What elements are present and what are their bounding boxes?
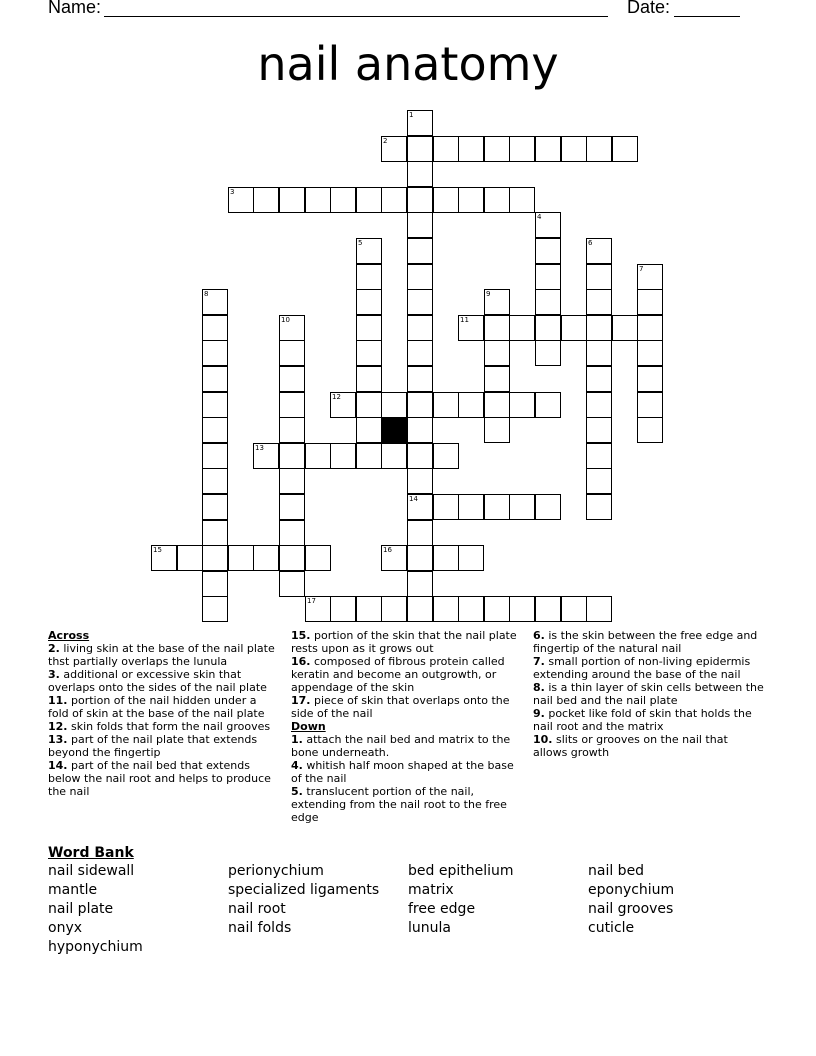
crossword-cell[interactable] — [356, 289, 382, 315]
crossword-cell[interactable] — [407, 443, 433, 469]
crossword-cell[interactable] — [612, 315, 638, 341]
crossword-cell[interactable] — [330, 596, 356, 622]
cell-number-16: 16 — [383, 546, 392, 554]
clues-column-2 — [291, 629, 521, 824]
name-label: Name: — [48, 0, 102, 17]
crossword-cell[interactable] — [484, 366, 510, 392]
crossword-cell[interactable] — [279, 443, 305, 469]
crossword-cell[interactable] — [509, 392, 535, 418]
cell-number-4: 4 — [537, 213, 542, 221]
cell-number-14: 14 — [409, 495, 418, 503]
crossword-cell[interactable] — [535, 315, 561, 341]
cell-number-1: 1 — [409, 111, 414, 119]
word-bank-columns — [48, 862, 778, 972]
crossword-cell[interactable] — [484, 494, 510, 520]
crossword-cell[interactable] — [202, 571, 228, 597]
crossword-cell[interactable] — [356, 443, 382, 469]
word-bank-item: eponychium — [588, 882, 675, 898]
crossword-cell[interactable] — [586, 494, 612, 520]
crossword-cell[interactable] — [458, 596, 484, 622]
crossword-black-cell — [381, 417, 407, 443]
word-bank-column — [588, 862, 674, 938]
crossword-cell[interactable] — [279, 494, 305, 520]
word-bank-item: onyx — [48, 920, 83, 936]
crossword-cell[interactable] — [305, 187, 331, 213]
crossword-cell[interactable] — [509, 187, 535, 213]
crossword-cell[interactable] — [356, 392, 382, 418]
crossword-cell[interactable] — [279, 187, 305, 213]
crossword-cell[interactable] — [305, 545, 331, 571]
crossword-cell[interactable] — [586, 392, 612, 418]
crossword-cell[interactable] — [381, 596, 407, 622]
date-label: Date: — [627, 0, 671, 17]
crossword-cell[interactable] — [535, 340, 561, 366]
crossword-cell[interactable] — [637, 417, 663, 443]
crossword-cell[interactable] — [381, 392, 407, 418]
word-bank-item: bed epithelium — [408, 863, 514, 879]
clue-down-10: 10. slits or grooves on the nail that allows growth — [533, 733, 728, 759]
crossword-cell[interactable] — [458, 392, 484, 418]
cell-number-9: 9 — [486, 290, 491, 298]
crossword-cell[interactable] — [586, 596, 612, 622]
clue-across-13: 13. part of the nail plate that extends beyond the fingertip — [48, 733, 258, 759]
crossword-cell[interactable] — [407, 392, 433, 418]
crossword-cell[interactable] — [484, 187, 510, 213]
cell-number-5: 5 — [358, 239, 363, 247]
crossword-cell[interactable] — [637, 392, 663, 418]
crossword-cell[interactable] — [586, 468, 612, 494]
crossword-cell[interactable] — [433, 392, 459, 418]
clues-column-3 — [533, 629, 765, 759]
clues-column-1 — [48, 629, 280, 798]
crossword-cell[interactable] — [202, 417, 228, 443]
crossword-cell[interactable] — [637, 315, 663, 341]
crossword-cell[interactable] — [484, 340, 510, 366]
cell-number-8: 8 — [204, 290, 209, 298]
crossword-cell[interactable] — [535, 238, 561, 264]
crossword-cell[interactable] — [305, 443, 331, 469]
word-bank-item: specialized ligaments — [228, 882, 380, 898]
crossword-cell[interactable] — [433, 187, 459, 213]
crossword-cell[interactable] — [509, 494, 535, 520]
word-bank-item: perionychium — [228, 863, 324, 879]
crossword-cell[interactable] — [228, 545, 254, 571]
crossword-cell[interactable] — [407, 136, 433, 162]
clue-down-7: 7. small portion of non-living epidermis extending around the base of the nail — [533, 655, 751, 681]
clue-across-2: 2. living skin at the base of the nail plate thst partially overlaps the lunula — [48, 642, 275, 668]
crossword-cell[interactable] — [202, 520, 228, 546]
cell-number-11: 11 — [460, 316, 469, 324]
crossword-cell[interactable] — [177, 545, 203, 571]
crossword-cell[interactable] — [637, 340, 663, 366]
word-bank-title: Word Bank — [48, 845, 134, 861]
crossword-cell[interactable] — [407, 545, 433, 571]
word-bank-item: nail root — [228, 901, 286, 917]
clue-across-14: 14. part of the nail bed that extends below the nail root and helps to produce the nail — [48, 759, 271, 798]
crossword-cell[interactable] — [356, 366, 382, 392]
cell-number-15: 15 — [153, 546, 162, 554]
crossword-cell[interactable] — [433, 596, 459, 622]
cell-number-6: 6 — [588, 239, 593, 247]
page-title: nail anatomy — [257, 37, 559, 91]
crossword-cell[interactable] — [509, 596, 535, 622]
word-bank-column — [408, 862, 514, 938]
crossword-cell[interactable] — [561, 596, 587, 622]
crossword-cell[interactable] — [253, 187, 279, 213]
word-bank-item: nail folds — [228, 920, 292, 936]
crossword-cell[interactable] — [279, 340, 305, 366]
word-bank-item: cuticle — [588, 920, 635, 936]
crossword-cell[interactable] — [202, 596, 228, 622]
clue-down-5: 5. translucent portion of the nail, extending from the nail root to the free edge — [291, 785, 507, 824]
clue-across-15: 15. portion of the skin that the nail plate rests upon as it grows out — [291, 629, 517, 655]
clue-across-11: 11. portion of the nail hidden under a fold of skin at the base of the nail plate — [48, 694, 265, 720]
crossword-cell[interactable] — [535, 136, 561, 162]
crossword-cell[interactable] — [279, 545, 305, 571]
crossword-cell[interactable] — [612, 136, 638, 162]
crossword-cell[interactable] — [637, 289, 663, 315]
crossword-cell[interactable] — [407, 212, 433, 238]
crossword-cell[interactable] — [407, 340, 433, 366]
crossword-cell[interactable] — [458, 545, 484, 571]
crossword-cell[interactable] — [356, 340, 382, 366]
crossword-cell[interactable] — [535, 289, 561, 315]
cell-number-12: 12 — [332, 393, 341, 401]
crossword-cell[interactable] — [407, 596, 433, 622]
crossword-cell[interactable] — [484, 596, 510, 622]
crossword-cell[interactable] — [279, 468, 305, 494]
cell-number-2: 2 — [383, 137, 388, 145]
clue-across-17: 17. piece of skin that overlaps onto the side of the nail — [291, 694, 510, 720]
crossword-cell[interactable] — [202, 494, 228, 520]
crossword-cell[interactable] — [330, 187, 356, 213]
crossword-cell[interactable] — [535, 264, 561, 290]
clue-down-8: 8. is a thin layer of skin cells between the nail bed and the nail plate — [533, 681, 764, 707]
crossword-cell[interactable] — [279, 520, 305, 546]
word-bank-column — [228, 862, 379, 938]
crossword-cell[interactable] — [202, 545, 228, 571]
crossword-cell[interactable] — [279, 571, 305, 597]
crossword-cell[interactable] — [407, 417, 433, 443]
crossword-cell[interactable] — [330, 443, 356, 469]
crossword-cell[interactable] — [253, 545, 279, 571]
clue-down-6: 6. is the skin between the free edge and fingertip of the natural nail — [533, 629, 758, 655]
crossword-cell[interactable] — [381, 443, 407, 469]
crossword-cell[interactable] — [407, 571, 433, 597]
crossword-cell[interactable] — [586, 264, 612, 290]
word-bank-item: free edge — [408, 901, 476, 917]
crossword-cell[interactable] — [407, 366, 433, 392]
crossword-cell[interactable] — [279, 366, 305, 392]
crossword-cell[interactable] — [637, 366, 663, 392]
crossword-cell[interactable] — [279, 417, 305, 443]
clue-across-3: 3. additional or excessive skin that overlaps onto the sides of the nail plate — [48, 668, 267, 694]
crossword-cell[interactable] — [458, 187, 484, 213]
crossword-cell[interactable] — [407, 238, 433, 264]
crossword-cell[interactable] — [202, 366, 228, 392]
clue-down-4: 4. whitish half moon shaped at the base of the nail — [291, 759, 514, 785]
crossword-cell[interactable] — [356, 315, 382, 341]
crossword-cell[interactable] — [407, 289, 433, 315]
crossword-cell[interactable] — [356, 596, 382, 622]
crossword-cell[interactable] — [484, 417, 510, 443]
word-bank-item: nail plate — [48, 901, 114, 917]
crossword-cell[interactable] — [202, 468, 228, 494]
crossword-cell[interactable] — [433, 136, 459, 162]
crossword-cell[interactable] — [407, 520, 433, 546]
word-bank-item: hyponychium — [48, 939, 143, 955]
crossword-cell[interactable] — [586, 340, 612, 366]
crossword-cell[interactable] — [407, 315, 433, 341]
crossword-cell[interactable] — [586, 315, 612, 341]
crossword-cell[interactable] — [381, 187, 407, 213]
word-bank-item: nail sidewall — [48, 863, 135, 879]
crossword-cell[interactable] — [407, 264, 433, 290]
word-bank-column — [48, 862, 143, 957]
crossword-cell[interactable] — [433, 545, 459, 571]
crossword-cell[interactable] — [561, 136, 587, 162]
crossword-cell[interactable] — [561, 315, 587, 341]
word-bank-item: mantle — [48, 882, 98, 898]
crossword-cell[interactable] — [279, 392, 305, 418]
crossword-cell[interactable] — [407, 187, 433, 213]
clue-down-9: 9. pocket like fold of skin that holds the nail root and the matrix — [533, 707, 752, 733]
crossword-cell[interactable] — [202, 443, 228, 469]
crossword-cell[interactable] — [586, 366, 612, 392]
word-bank-item: nail bed — [588, 863, 645, 879]
crossword-cell[interactable] — [484, 315, 510, 341]
crossword-cell[interactable] — [407, 161, 433, 187]
word-bank — [48, 844, 778, 972]
cell-number-10: 10 — [281, 316, 290, 324]
word-bank-item: nail grooves — [588, 901, 674, 917]
crossword-cell[interactable] — [202, 315, 228, 341]
cell-number-13: 13 — [255, 444, 264, 452]
word-bank-item: lunula — [408, 920, 451, 936]
across-heading: Across — [48, 629, 90, 642]
crossword-cell[interactable] — [535, 494, 561, 520]
crossword-cell[interactable] — [356, 187, 382, 213]
crossword-cell[interactable] — [407, 468, 433, 494]
crossword-cell[interactable] — [202, 392, 228, 418]
crossword-cell[interactable] — [433, 443, 459, 469]
crossword-cell[interactable] — [509, 315, 535, 341]
clue-across-16: 16. composed of fibrous protein called keratin and become an outgrowth, or appendage of the skin — [291, 655, 505, 694]
crossword-cell[interactable] — [484, 392, 510, 418]
cell-number-3: 3 — [230, 188, 235, 196]
crossword-cell[interactable] — [458, 494, 484, 520]
crossword-cell[interactable] — [586, 443, 612, 469]
crossword-cell[interactable] — [356, 264, 382, 290]
crossword-cell[interactable] — [484, 136, 510, 162]
crossword-cell[interactable] — [586, 417, 612, 443]
crossword-cell[interactable] — [433, 494, 459, 520]
crossword-cell[interactable] — [586, 289, 612, 315]
cell-number-7: 7 — [639, 265, 644, 273]
clue-across-12: 12. skin folds that form the nail grooves — [48, 720, 271, 733]
crossword-cell[interactable] — [535, 596, 561, 622]
crossword-cell[interactable] — [356, 417, 382, 443]
crossword-cell[interactable] — [535, 392, 561, 418]
crossword-cell[interactable] — [586, 136, 612, 162]
crossword-cell[interactable] — [202, 340, 228, 366]
cell-number-17: 17 — [307, 597, 316, 605]
crossword-cell[interactable] — [458, 136, 484, 162]
clue-down-1: 1. attach the nail bed and matrix to the bone underneath. — [291, 733, 511, 759]
down-heading: Down — [291, 720, 326, 733]
crossword-cell[interactable] — [509, 136, 535, 162]
word-bank-item: matrix — [408, 882, 454, 898]
